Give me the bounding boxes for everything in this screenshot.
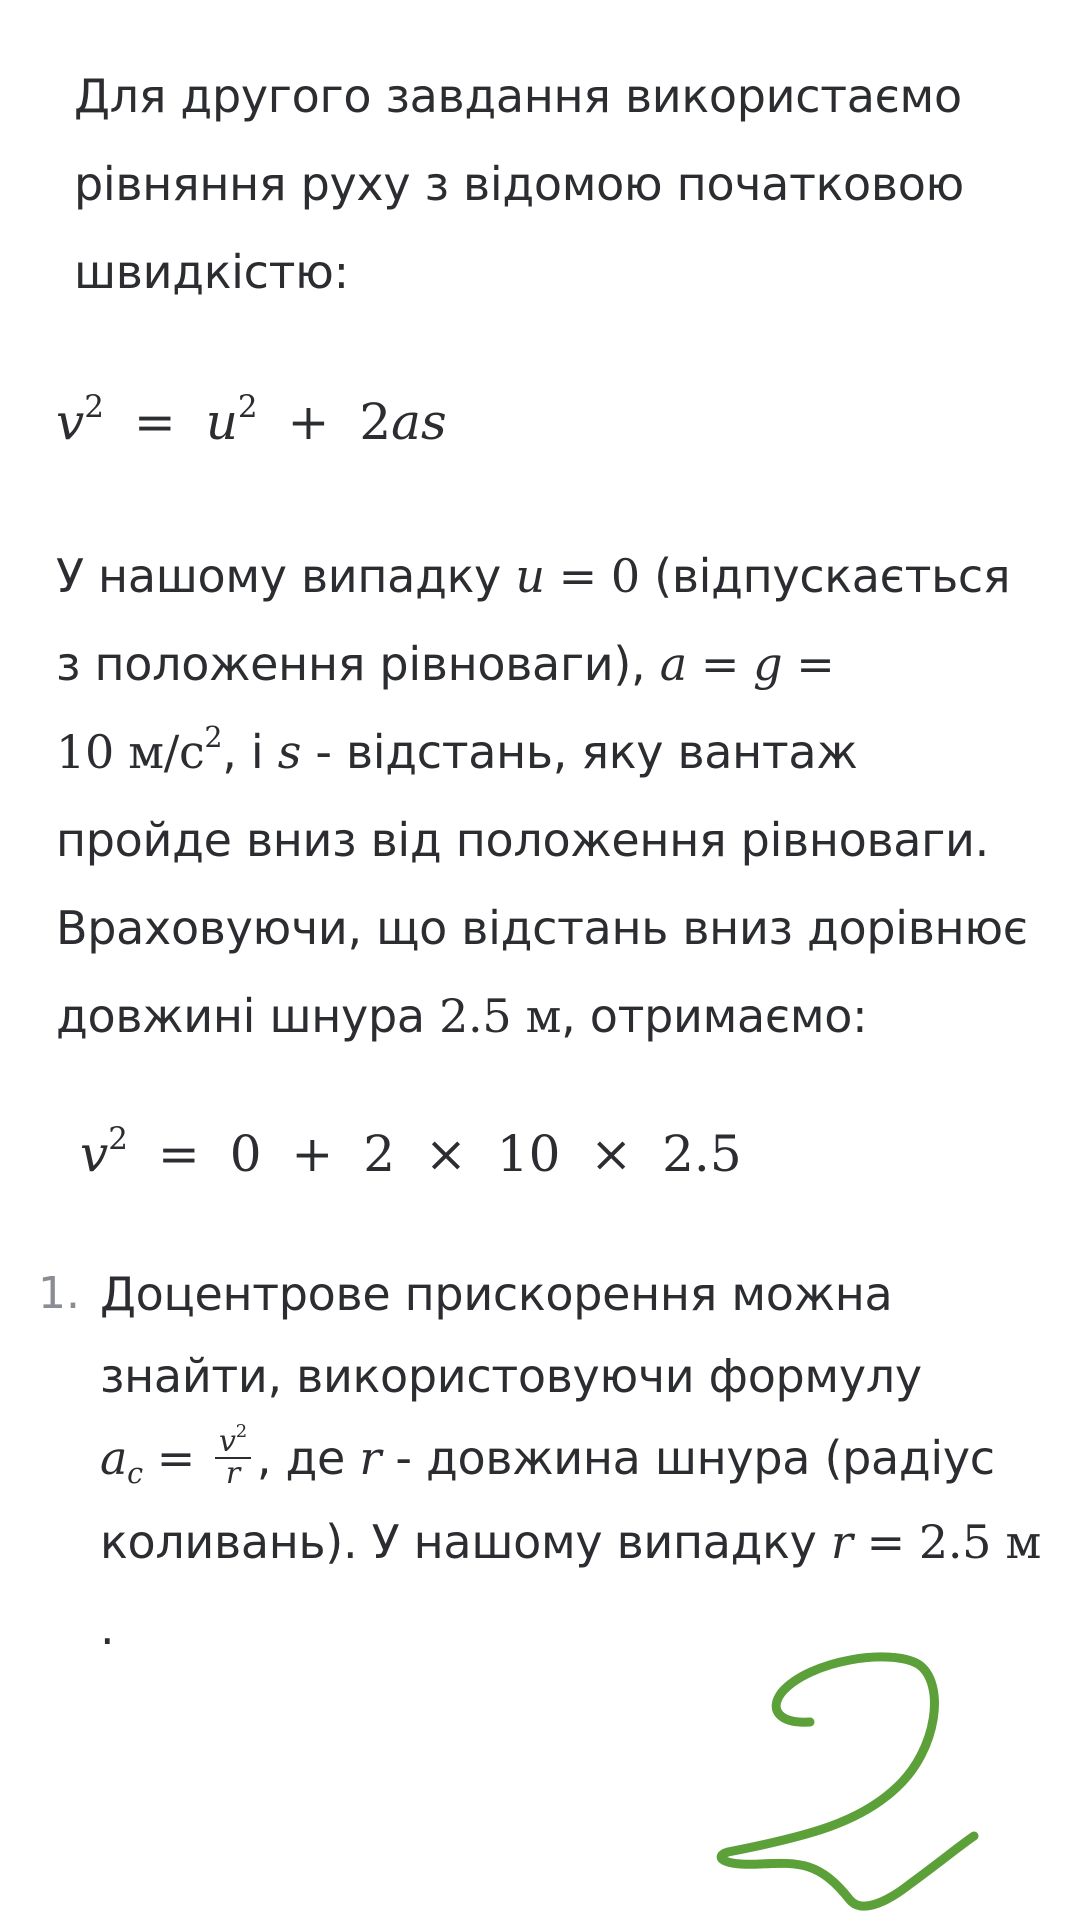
p2-l2-g: g bbox=[753, 637, 783, 691]
paragraph-1-line-1: Для другого завдання використаємо bbox=[74, 69, 962, 123]
centripetal-fraction bbox=[215, 1420, 251, 1491]
eq2-two: 2 bbox=[363, 1125, 396, 1183]
p2-l6-unit: м bbox=[511, 989, 562, 1043]
equation-velocity bbox=[80, 1120, 742, 1184]
list-l4-val: 2.5 bbox=[918, 1515, 992, 1569]
list-item-line-2: знайти, використовуючи формулу bbox=[100, 1349, 922, 1403]
paragraph-2-line-1 bbox=[56, 548, 1010, 604]
paragraph-2-line-2 bbox=[56, 636, 848, 692]
list-l3-a: a bbox=[100, 1431, 128, 1485]
p2-l2-eq1: = bbox=[700, 637, 740, 691]
p2-l2-a: a bbox=[659, 637, 687, 691]
eq2-plus: + bbox=[291, 1125, 334, 1183]
p2-l3-s: s bbox=[277, 725, 302, 779]
p2-l1-text-a: У нашому випадку bbox=[56, 549, 516, 603]
p2-l3-unit: м/с bbox=[113, 725, 205, 779]
eq1-u-exp: 2 bbox=[237, 388, 258, 425]
list-l4-eq: = bbox=[866, 1515, 905, 1569]
p2-l1-eq: = bbox=[558, 549, 597, 603]
list-item-number: 1. bbox=[38, 1268, 80, 1319]
eq1-u: u bbox=[205, 393, 238, 451]
list-l3-text-a: , де bbox=[256, 1431, 360, 1485]
list-l4-unit: м bbox=[991, 1515, 1041, 1569]
eq2-val: 2.5 bbox=[662, 1125, 742, 1183]
p2-l2-eq2: = bbox=[796, 637, 835, 691]
list-item-line-3 bbox=[100, 1420, 995, 1493]
eq2-v: v bbox=[80, 1125, 109, 1183]
p2-l6-text-a: довжині шнура bbox=[56, 989, 440, 1043]
list-l4-r: r bbox=[830, 1515, 853, 1569]
eq2-v-exp: 2 bbox=[108, 1120, 128, 1157]
list-item-line-5: . bbox=[100, 1601, 115, 1655]
eq2-equals: = bbox=[157, 1125, 200, 1183]
list-l4-text-a: коливань). У нашому випадку bbox=[100, 1515, 831, 1569]
eq1-v: v bbox=[56, 393, 85, 451]
list-l3-eq: = bbox=[156, 1431, 196, 1485]
eq1-s: s bbox=[420, 393, 447, 451]
list-l3-text-b: - довжина шнура (радіус bbox=[381, 1431, 995, 1485]
frac-den-r: r bbox=[225, 1455, 240, 1491]
eq1-equals: = bbox=[133, 393, 176, 451]
list-item-line-1: Доцентрове прискорення можна bbox=[100, 1267, 893, 1321]
paragraph-1-line-2: рівняння руху з відомою початковою bbox=[74, 157, 964, 211]
paragraph-1-line-3: швидкістю: bbox=[74, 245, 349, 299]
eq2-times-1: × bbox=[424, 1125, 467, 1183]
p2-l1-u: u bbox=[515, 549, 545, 603]
paragraph-2-line-3 bbox=[56, 721, 858, 780]
list-item-line-4 bbox=[100, 1514, 1041, 1570]
list-l3-r: r bbox=[359, 1431, 382, 1485]
p2-l6-val: 2.5 bbox=[439, 989, 512, 1043]
eq2-times-2: × bbox=[590, 1125, 633, 1183]
paragraph-2-line-4: пройде вниз від положення рівноваги. bbox=[56, 813, 989, 867]
p2-l1-zero: 0 bbox=[610, 549, 640, 603]
handwritten-two-mark bbox=[700, 1640, 990, 1920]
equation-motion bbox=[56, 388, 447, 452]
p2-l3-num: 10 bbox=[56, 725, 114, 779]
p2-l3-text-b: - відстань, яку вантаж bbox=[301, 725, 858, 779]
eq2-ten: 10 bbox=[496, 1125, 561, 1183]
p2-l3-text-a: , і bbox=[222, 725, 278, 779]
frac-num-v: v bbox=[219, 1423, 236, 1459]
p2-l3-exp: 2 bbox=[204, 721, 223, 755]
frac-num-exp: 2 bbox=[235, 1420, 247, 1442]
paragraph-2-line-5: Враховуючи, що відстань вниз дорівнює bbox=[56, 901, 1028, 955]
paragraph-2-line-6 bbox=[56, 988, 867, 1044]
eq1-two: 2 bbox=[359, 393, 392, 451]
p2-l6-text-b: , отримаємо: bbox=[561, 989, 868, 1043]
list-l3-sub-c: c bbox=[127, 1456, 143, 1490]
eq1-plus: + bbox=[287, 393, 330, 451]
eq1-a: a bbox=[391, 393, 421, 451]
p2-l1-text-b: (відпускається bbox=[639, 549, 1011, 603]
p2-l2-text-a: з положення рівноваги), bbox=[56, 637, 660, 691]
handwritten-stroke bbox=[721, 1657, 974, 1906]
eq1-v-exp: 2 bbox=[84, 388, 104, 425]
eq2-zero: 0 bbox=[229, 1125, 262, 1183]
